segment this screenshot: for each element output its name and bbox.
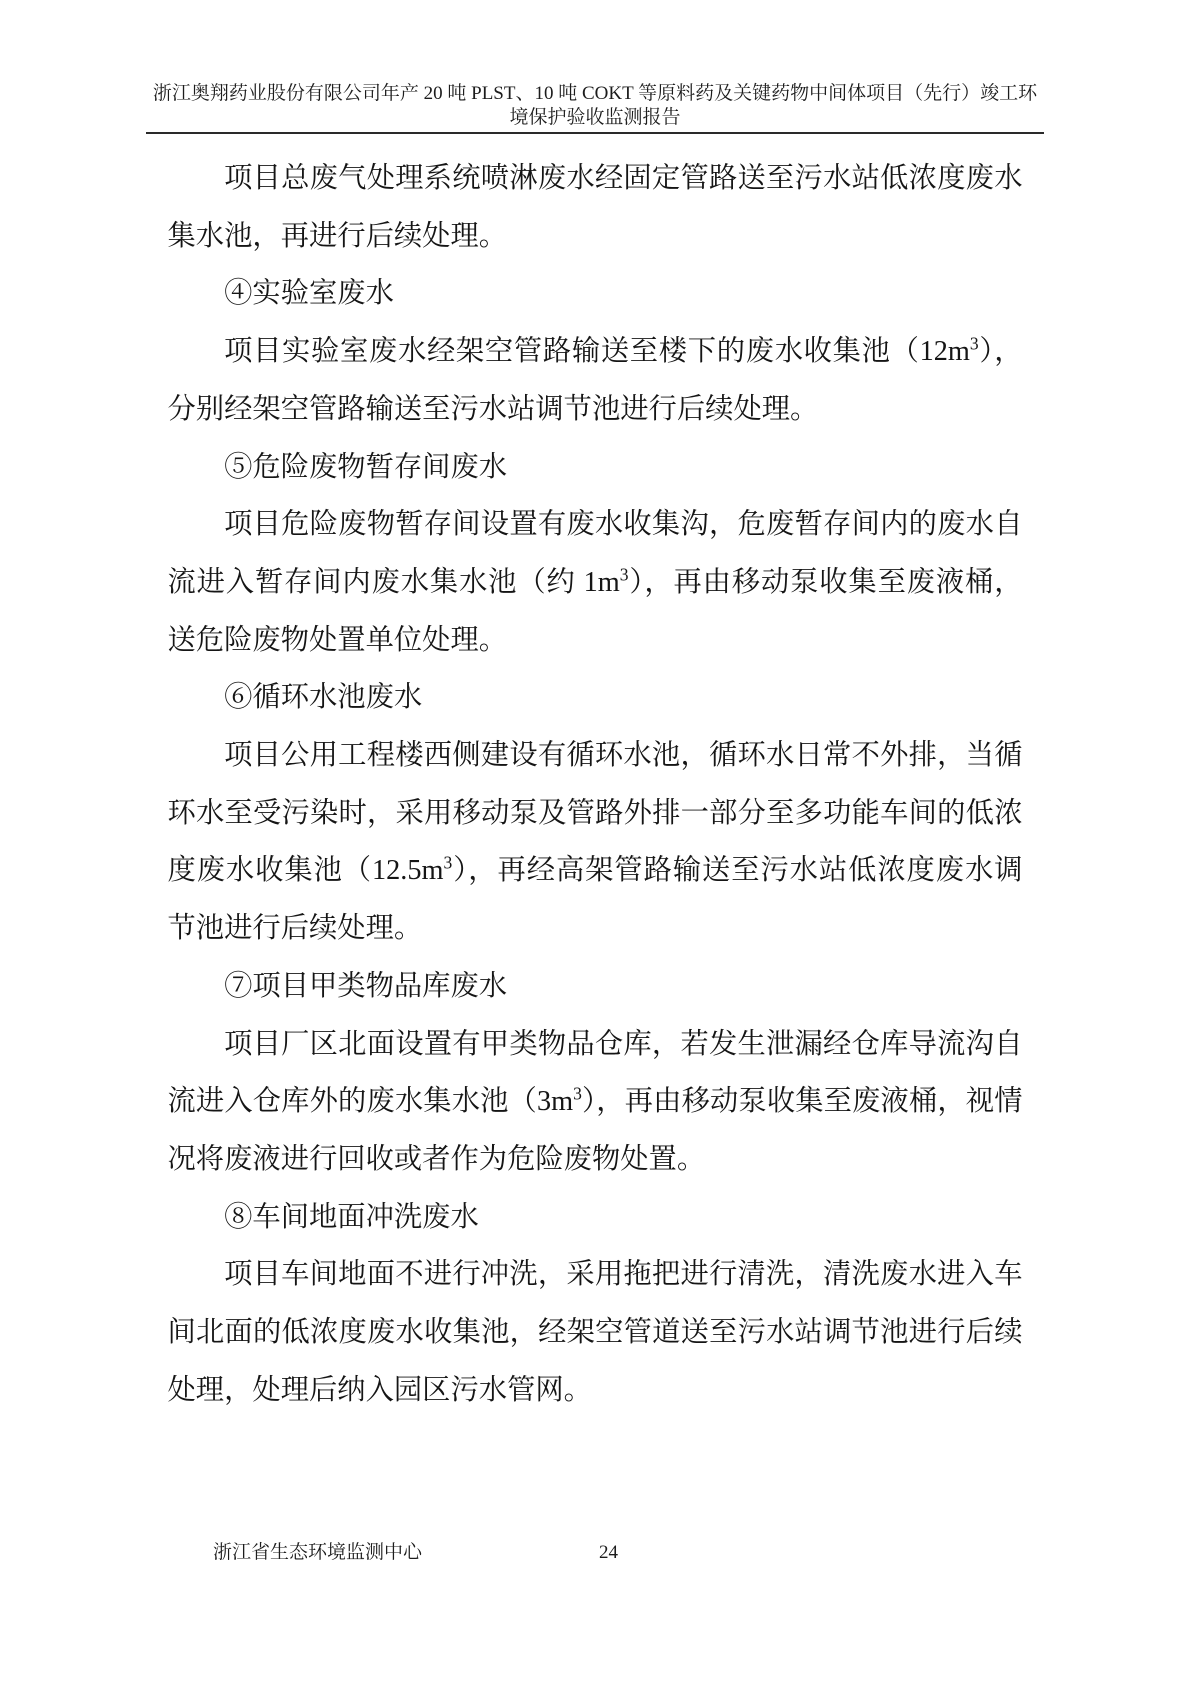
footer-page-number: 24: [599, 1542, 618, 1563]
paragraph: 项目公用工程楼西侧建设有循环水池，循环水日常不外排，当循环水至受污染时，采用移动泵及管路外排一部分至多功能车间的低浓度废水收集池$(12.5m^3)$，再经高架管路输送至污水站低浓度废水调节池进行后续处理。: [167, 740, 1023, 945]
superscript: 3: [573, 1083, 582, 1104]
paragraph: ⑥循环水池废水: [224, 682, 423, 714]
paragraph: ⑧车间地面冲洗废水: [224, 1201, 479, 1233]
paragraph: 项目实验室废水经架空管路输送至楼下的废水收集池$(12m^3)$，分别经架空管路输送至污水站调节池进行后续处理。: [167, 333, 1023, 425]
paragraph: 项目危险废物暂存间设置有废水收集沟，危废暂存间内的废水自流进入暂存间内废水集水池（约 $1m^3$），再由移动泵收集至废液桶，送危险废物处置单位处理。: [167, 509, 1023, 656]
paragraph: 项目车间地面不进行冲洗，采用拖把进行清洗，清洗废水进入车间北面的低浓度废水收集池，经架空管道送至污水站调节池进行后续处理，处理后纳入园区污水管网。: [167, 1259, 1023, 1406]
footer-organization: 浙江省生态环境监测中心: [213, 1542, 423, 1563]
document-body: [168, 150, 1023, 1419]
superscript: 3: [443, 853, 453, 874]
page-header: [148, 0, 1043, 129]
page-footer: [0, 1541, 1190, 1569]
paragraph: ⑦项目甲类物品库废水: [224, 970, 508, 1002]
superscript: 3: [619, 564, 629, 585]
superscript: 3: [969, 333, 979, 354]
paragraph: 项目厂区北面设置有甲类物品仓库，若发生泄漏经仓库导流沟自流进入仓库外的废水集水池$(3m^3)$，再由移动泵收集至废液桶，视情况将废液进行回收或者作为危险废物处置。: [167, 1028, 1023, 1175]
paragraph: ⑤危险废物暂存间废水: [224, 451, 508, 483]
paragraph: ④实验室废水: [224, 278, 394, 310]
paragraph: 项目总废气处理系统喷淋废水经固定管路送至污水站低浓度废水集水池，再进行后续处理。: [167, 163, 1023, 252]
page-header-title: 浙江奥翔药业股份有限公司年产 20 吨 PLST、10 吨 COKT 等原料药及关键药物中间体项目（先行）竣工环境保护验收监测报告: [152, 83, 1038, 128]
header-rule: [146, 132, 1044, 134]
